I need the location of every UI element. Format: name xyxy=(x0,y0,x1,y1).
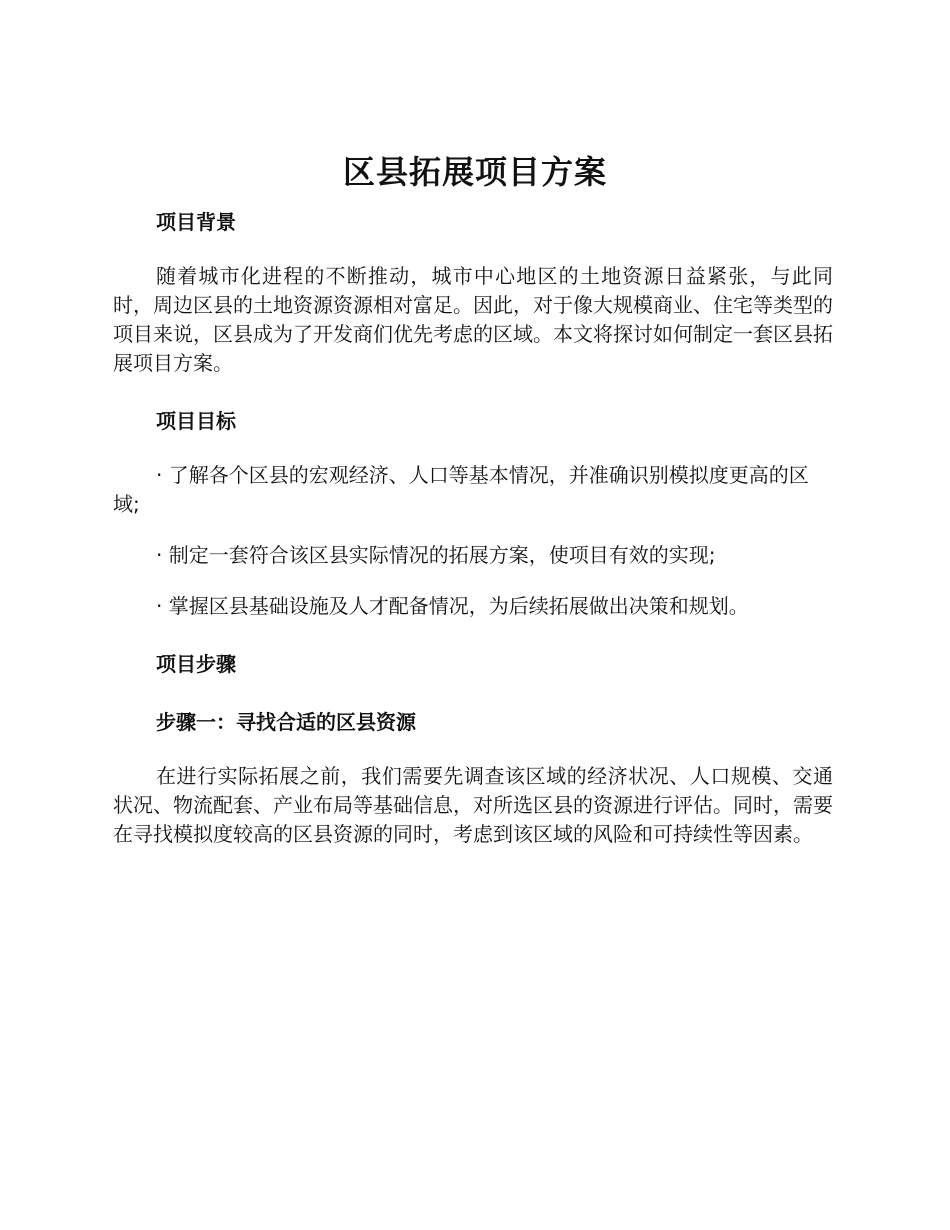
goal-bullet-2: · 制定一套符合该区县实际情况的拓展方案，使项目有效的实现; xyxy=(156,543,716,567)
spacer xyxy=(113,439,833,461)
spacer xyxy=(113,740,833,762)
goal-bullet-3: · 掌握区县基础设施及人才配备情况，为后续拓展做出决策和规划。 xyxy=(156,594,749,618)
spacer xyxy=(113,621,833,646)
spacer xyxy=(113,682,833,704)
document-title: 区县拓展项目方案 xyxy=(342,153,607,191)
step-one-paragraph: 在进行实际拓展之前，我们需要先调查该区域的经济状况、人口规模、交通状况、物流配套、产业布局等基础信息，对所选区县的资源进行评估。同时，需要在寻找模拟度较高的区县资源的同时，考虑到该区域的风险和可持续性等因素。 xyxy=(113,764,833,846)
spacer xyxy=(113,519,833,541)
section-heading-steps: 项目步骤 xyxy=(156,652,236,676)
section-heading-goals: 项目目标 xyxy=(156,409,236,433)
document-body xyxy=(113,204,833,849)
step-one-heading: 步骤一：寻找合适的区县资源 xyxy=(156,710,416,734)
spacer xyxy=(113,240,833,262)
goal-bullet-1: · 了解各个区县的宏观经济、人口等基本情况，并准确识别模拟度更高的区域; xyxy=(113,463,809,516)
section-heading-background: 项目背景 xyxy=(156,210,236,234)
background-paragraph: 随着城市化进程的不断推动，城市中心地区的土地资源日益紧张，与此同时，周边区县的土地资源资源相对富足。因此，对于像大规模商业、住宅等类型的项目来说，区县成为了开发商们优先考虑的区域。本文将探讨如何制定一套区县拓展项目方案。 xyxy=(113,264,833,375)
spacer xyxy=(113,570,833,592)
spacer xyxy=(113,378,833,403)
